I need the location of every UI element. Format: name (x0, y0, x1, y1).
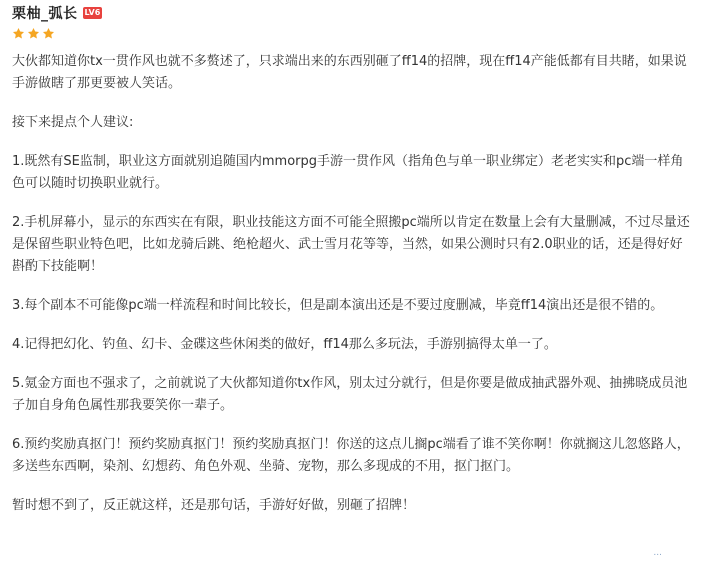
review-paragraph: 大伙都知道你tx一贯作风也就不多赘述了，只求端出来的东西别砸了ff14的招牌，现在ff14产能低都有目共睹，如果说手游做瞎了那更要被人笑话。 (12, 54, 687, 91)
review-paragraph: 3.每个副本不可能像pc端一样流程和时间比较长，但是副本演出还是不要过度删减，毕竟ff14演出还是很不错的。 (12, 298, 664, 313)
rating-stars (12, 26, 722, 40)
level-badge: LV6 (84, 8, 101, 17)
star-icon (27, 27, 40, 40)
review-header (12, 4, 722, 22)
star-icon (12, 27, 25, 40)
review-paragraph: 暂时想不到了，反正就这样，还是那句话，手游好好做，别砸了招牌！ (12, 498, 416, 513)
review-paragraph: 1.既然有SE监制，职业这方面就别追随国内mmorpg手游一贯作风（指角色与单一职业绑定）老老实实和pc端一样角色可以随时切换职业就行。 (12, 154, 684, 191)
review-paragraph: 4.记得把幻化、钓鱼、幻卡、金碟这些休闲类的做好，ff14那么多玩法，手游别搞得太单一了。 (12, 337, 557, 352)
review-content (12, 51, 692, 517)
star-icon (42, 27, 55, 40)
review-paragraph: 接下来提点个人建议: (12, 115, 134, 130)
review-paragraph: 5.氪金方面也不强求了，之前就说了大伙都知道你tx作风，别太过分就行，但是你要是做成抽武器外观、抽拂晓成员池子加自身角色属性那我要笑你一辈子。 (12, 376, 688, 413)
review-paragraph: 2.手机屏幕小，显示的东西实在有限，职业技能这方面不可能全照搬pc端所以肯定在数量上会有大量删减，不过尽量还是保留些职业特色吧，比如龙骑后跳、绝枪超火、武士雪月花等等，当然，如果公测时只有2.0职业的话，还是得好好斟酌下技能啊！ (12, 215, 690, 274)
username[interactable]: 栗柚_弧长 (12, 6, 78, 22)
corner-mark: ... (653, 548, 662, 558)
review-paragraph: 6.预约奖励真抠门！预约奖励真抠门！预约奖励真抠门！你送的这点儿搁pc端看了谁不笑你啊！你就搁这儿忽悠路人，多送些东西啊，染剂、幻想药、角色外观、坐骑、宠物，那么多现成的不用，抠门抠门。 (12, 437, 690, 474)
